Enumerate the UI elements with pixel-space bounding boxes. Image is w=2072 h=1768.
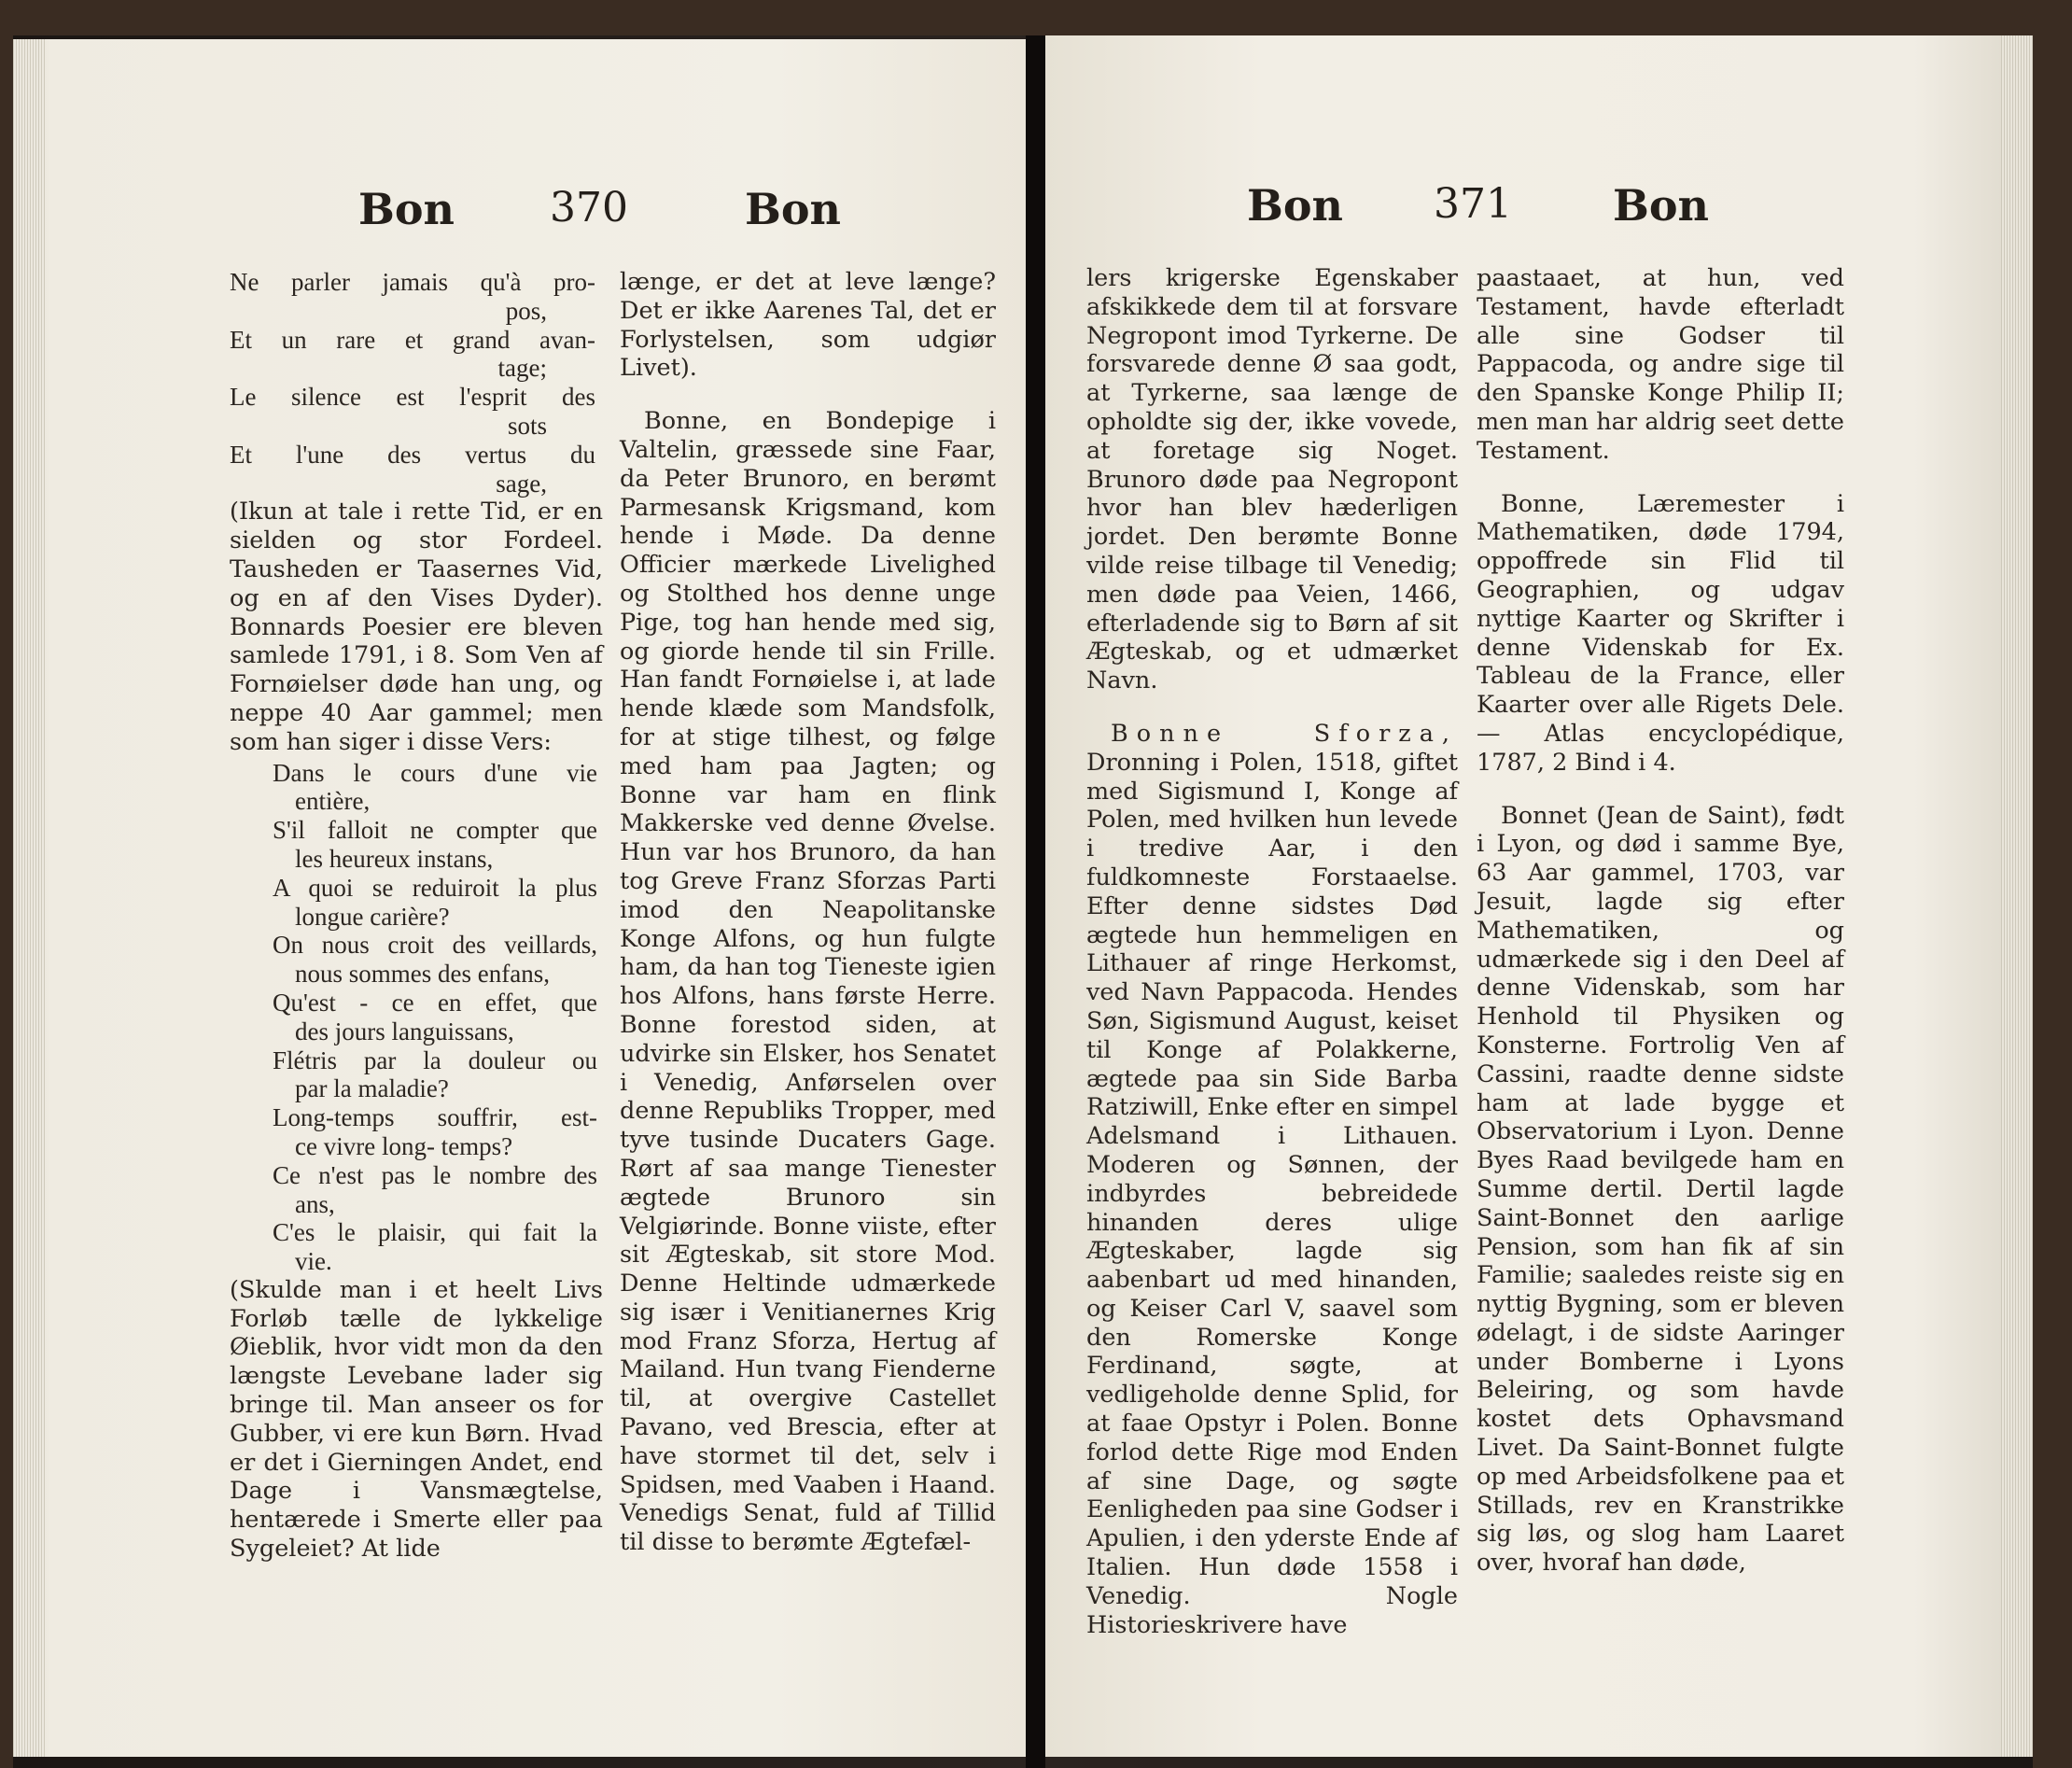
verse-line: les heureux instans, xyxy=(295,844,494,873)
entry-bonne-sforza xyxy=(1086,720,1458,1640)
verse-line: A quoi se reduiroit la plus xyxy=(273,873,597,902)
verse-line: nous sommes des enfans, xyxy=(295,960,550,989)
page-370 xyxy=(13,39,1026,1757)
verse-line: longue carière? xyxy=(295,902,450,931)
verse-line: pos, xyxy=(505,296,547,325)
paragraph-continuation: længe, er det at leve længe? Det er ikke Aarenes Tal, det er Forlystelsen, som udgiør Livet). xyxy=(620,268,996,383)
binding-top xyxy=(0,0,2072,35)
verse-line: Qu'est - ce en effet, que xyxy=(273,988,597,1017)
column-2 xyxy=(620,268,996,1557)
page-number: 370 xyxy=(550,184,628,232)
verse-line: sage, xyxy=(496,469,547,498)
page-edge-right xyxy=(2001,35,2033,1757)
verse-line: tage; xyxy=(497,354,547,383)
paragraph-continuation: lers krigerske Egenskaber afskikkede dem til at forsvare Negropont imod Tyrkerne. De forsvarede denne Ø saa godt, at Tyrkerne, saa længe de opholdte sig der, ikke vovede, at foretage sig Noget. Brunoro døde paa Negropont hvor han blev hæderligen jordet. Den berømte Bonne vilde reise tilbage til Venedig; men døde paa Veien, 1466, efterladende sig to Børn af sit Ægteskab, og et udmærket Navn. xyxy=(1086,264,1458,695)
entry-text: Dronning i Polen, 1518, giftet med Sigismund I, Konge af Polen, med hvilken hun levede i tredive Aar, i den fuldkomneste Forstaaelse. Efter denne sidstes Død ægtede hun hemmeligen en Lithauer af ringe Herkomst, ved Navn Pappacoda. Hendes Søn, Sigismund August, keiset til Konge af Polakkerne, ægtede paa sin Side Barba Ratziwill, Enke efter en simpel Adelsmand i Lithauen. Moderen og Sønnen, der indbyrdes bebreidede hinanden deres ulige Ægteskaber, lagde sig aabenbart ud med hinanden, og Keiser Carl V, saavel som den Romerske Konge Ferdinand, søgte, at vedligeholde denne Splid, for at faae Opstyr i Polen. Bonne forlod dette Rige mod Enden af sine Dage, og søgte Eenligheden paa sine Godser i Apulien, i den yderste Ende af Italien. Hun døde 1558 i Venedig. Nogle Historieskrivere have xyxy=(1086,748,1458,1639)
verse-line: C'es le plaisir, qui fait la xyxy=(273,1218,597,1247)
verse-line: Long-temps souffrir, est- xyxy=(273,1103,597,1132)
running-header-left xyxy=(13,184,1026,249)
paragraph-bonnard: (Ikun at tale i rette Tid, er en sielden og stor Fordeel. Tausheden er Taasernes Vid, og en af den Vises Dyder). Bonnards Poesier ere bleven samlede 1791, i 8. Som Ven af Fornøielser døde han ung, og neppe 40 Aar gammel; men som han siger i disse Vers: xyxy=(230,498,603,756)
verse-line: S'il falloit ne compter que xyxy=(273,816,597,845)
entry-bonnet-jean-de-saint: Bonnet (Jean de Saint), født i Lyon, og død i samme Bye, 63 Aar gammel, 1703, var Jesuit, lagde sig efter Mathematiken, og udmærkede sig i den Deel af denne Videnskab, som har Henhold til Physiken og Konsterne. Fortrolig Ven af Cassini, raadte denne sidste ham at lade bygge et Observatorium i Lyon. Denne Byes Raad bevilgede ham en Summe dertil. Dertil lagde Saint-Bonnet den aarlige Pension, som han fik af sin Familie; saaledes reiste sig en nyttig Bygning, som er bleven ødelagt, i de sidste Aaringer under Bomberne i Lyons Beleiring, og som havde kostet dets Ophavsmand Livet. Da Saint-Bonnet fulgte op med Arbeidsfolkene paa et Stillads, rev en Kranstrikke sig løs, og slog ham Laaret over, hvoraf han døde, xyxy=(1477,801,1844,1578)
verse-line: Et un rare et grand avan- xyxy=(230,325,595,354)
french-verse-1 xyxy=(230,268,603,498)
verse-line: des jours languissans, xyxy=(295,1017,514,1045)
verse-line: On nous croit des veillards, xyxy=(273,931,597,960)
binding-left xyxy=(0,0,13,1768)
page-number: 371 xyxy=(1434,180,1512,228)
page-371 xyxy=(1045,35,2033,1757)
french-verse-2 xyxy=(230,759,603,1276)
book-gutter xyxy=(1026,35,1045,1768)
running-header-right xyxy=(1045,180,2033,246)
entry-headword: Bonne Sforza, xyxy=(1111,719,1458,748)
verse-line: Le silence est l'esprit des xyxy=(230,383,595,412)
verse-line: Ce n'est pas le nombre des xyxy=(273,1160,597,1189)
column-1 xyxy=(230,268,603,1564)
entry-bonne-laeremester: Bonne, Læremester i Mathematiken, døde 1794, oppoffrede sin Flid til Geographien, og udgav nyttige Kaarter og Skrifter i denne Videnskab for Ex. Tableau de la France, eller Kaarter over alle Rigets Dele. — Atlas encyclopédique, 1787, 2 Bind i 4. xyxy=(1477,489,1844,777)
verse-line: vie. xyxy=(295,1247,332,1276)
binding-right xyxy=(2033,0,2072,1768)
verse-line: ce vivre long- temps? xyxy=(295,1131,513,1160)
paragraph-continuation: paastaaet, at hun, ved Testament, havde efterladt alle sine Godser til Pappacoda, og andre sige til den Spanske Konge Philip II; men man har aldrig seet dette Testament. xyxy=(1477,264,1844,465)
paragraph-translation: (Skulde man i et heelt Livs Forløb tælle de lykkelige Øieblik, hvor vidt mon da den længste Levebane lader sig bringe til. Man anseer os for Gubber, vi ere kun Børn. Hvad er det i Gierningen Andet, end Dage i Vansmægtelse, hentærede i Smerte eller paa Sygeleiet? At lide xyxy=(230,1275,603,1564)
page-edge-left xyxy=(13,39,45,1757)
verse-line: entière, xyxy=(295,787,371,816)
verse-line: ans, xyxy=(295,1189,335,1218)
entry-bonne-bondepige: Bonne, en Bondepige i Valtelin, græssede sine Faar, da Peter Brunoro, en berømt Parmesansk Krigsmand, kom hende i Møde. Da denne Officier mærkede Livelighed og Stolthed hos denne unge Pige, tog han hende med sig, og giorde hende til sin Frille. Han fandt Fornøielse i, at lade hende klæde som Mandsfolk, for at stige tilhest, og følge med ham paa Jagten; og Bonne var ham en flink Makkerske ved denne Øvelse. Hun var hos Brunoro, da han tog Greve Franz Sforzas Parti imod den Neapolitanske Konge Alfons, og hun fulgte ham, da han tog Tieneste igien hos Alfons, hans første Herre. Bonne forestod siden, at udvirke sin Elsker, hos Senatet i Venedig, Anførselen over denne Republiks Tropper, med tyve tusinde Ducaters Gage. Rørt af saa mange Tienester ægtede Brunoro sin Velgiørinde. Bonne viiste, efter sit Ægteskab, sit store Mod. Denne Heltinde udmærkede sig især i Venitianernes Krig mod Franz Sforza, Hertug af Mailand. Hun tvang Fienderne til, at overgive Castellet Pavano, ved Brescia, efter at have stormet til det, selv i Spidsen, med Vaaben i Haand. Venedigs Senat, fuld af Tillid til disse to berømte Ægtefæl- xyxy=(620,407,996,1557)
verse-line: par la maladie? xyxy=(295,1074,449,1103)
verse-line: Dans le cours d'une vie xyxy=(273,758,597,787)
headword-right: Bon xyxy=(1613,180,1710,231)
verse-line: Flétris par la douleur ou xyxy=(273,1045,597,1074)
verse-line: Et l'une des vertus du xyxy=(230,440,595,469)
column-4 xyxy=(1477,264,1844,1578)
column-3 xyxy=(1086,264,1458,1639)
headword-left: Bon xyxy=(358,184,455,234)
verse-line: sots xyxy=(507,411,547,440)
headword-left: Bon xyxy=(1247,180,1344,231)
verse-line: Ne parler jamais qu'à pro- xyxy=(230,268,595,296)
headword-right: Bon xyxy=(745,184,842,234)
